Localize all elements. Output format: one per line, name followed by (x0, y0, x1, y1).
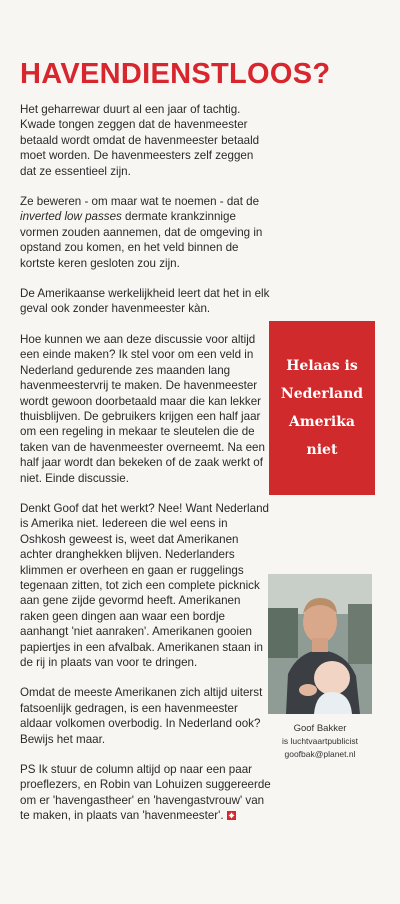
pull-quote-line: Helaas is (286, 358, 358, 374)
author-name: Goof Bakker (293, 723, 347, 734)
paragraph-4: Hoe kunnen we aan deze discussie voor altijd een einde maken? Ik stel voor om een veld in Nederland gedurende zes maanden lang havenmeestervrij te maken. De havenmeester wordt gewoon doorbetaald maar die kan lekker thuisblijven. De gebruikers krijgen een half jaar om een regeling in mekaar te sleutelen die de taken van de havenmeester overneemt. Na een half jaar wordt dan bekeken of de zaak werkt of niet. Einde discussie. (20, 332, 265, 485)
paragraph-7 (20, 762, 272, 824)
article-body (20, 102, 272, 838)
paragraph-3: De Amerikaanse werkelijkheid leert dat het in elk geval ook zonder havenmeester kàn. (20, 287, 270, 316)
pull-quote-line: niet (306, 442, 338, 458)
headline: HAVENDIENSTLOOS? (20, 58, 331, 90)
paragraph-5: Denkt Goof dat het werkt? Nee! Want Nederland is Amerika niet. Iedereen die wel eens in Oshkosh geweest is, weet dat Amerikanen achter dranghekken blijven. Nederlanders klimmen er overheen en gaan er ruggelings tegenaan zitten, tot zich een complete picknick aan gene zijde gevormd heeft. Amerikanen raken geen dingen aan waar een bordje aanhangt 'niet aanraken'. Amerikanen gooien papiertjes in een afvalbak. Amerikanen staan in de rij in plaats van voor te dringen. (20, 501, 269, 669)
author-email[interactable]: goofbak@planet.nl (284, 749, 356, 759)
paragraph-2-start: Ze beweren - om maar wat te noemen - dat de (20, 195, 260, 209)
author-photo-illustration (268, 574, 372, 714)
paragraph-2 (20, 194, 272, 271)
pull-quote-line: Nederland (280, 386, 364, 402)
pull-quote-text (281, 352, 363, 464)
author-caption (262, 722, 378, 761)
pull-quote (269, 321, 375, 495)
pull-quote-line: Amerika (288, 414, 356, 430)
paragraph-7-text: PS Ik stuur de column altijd op naar een paar proeflezers, en Robin van Lohuizen suggereerde om er 'havengastheer' en 'havengastvrouw' van te maken, in plaats van 'havenmeester'. (20, 763, 271, 823)
paragraph-2-italic-term: inverted low passes (20, 210, 122, 224)
paragraph-6: Omdat de meeste Amerikanen zich altijd uiterst fatsoenlijk gedragen, is een havenmeester aldaar volkomen overbodig. In Nederland ook? Bewijs het maar. (20, 686, 263, 746)
paragraph-1: Het geharrewar duurt al een jaar of tachtig. Kwade tongen zeggen dat de havenmeester betaald wordt omdat de havenmeester betaald moet worden. De havenmeesters zelf zeggen dat ze essentieel zijn. (20, 103, 260, 178)
author-role: is luchtvaartpublicist (281, 736, 359, 746)
paragraph-2-end: dermate krankzinnige vormen zouden aannemen, dat de omgeving in opstand zou komen, en het veld binnen de kortste keren gesloten zou zijn. (20, 210, 263, 270)
author-photo (268, 574, 372, 714)
airplane-endmark-icon (227, 811, 236, 820)
